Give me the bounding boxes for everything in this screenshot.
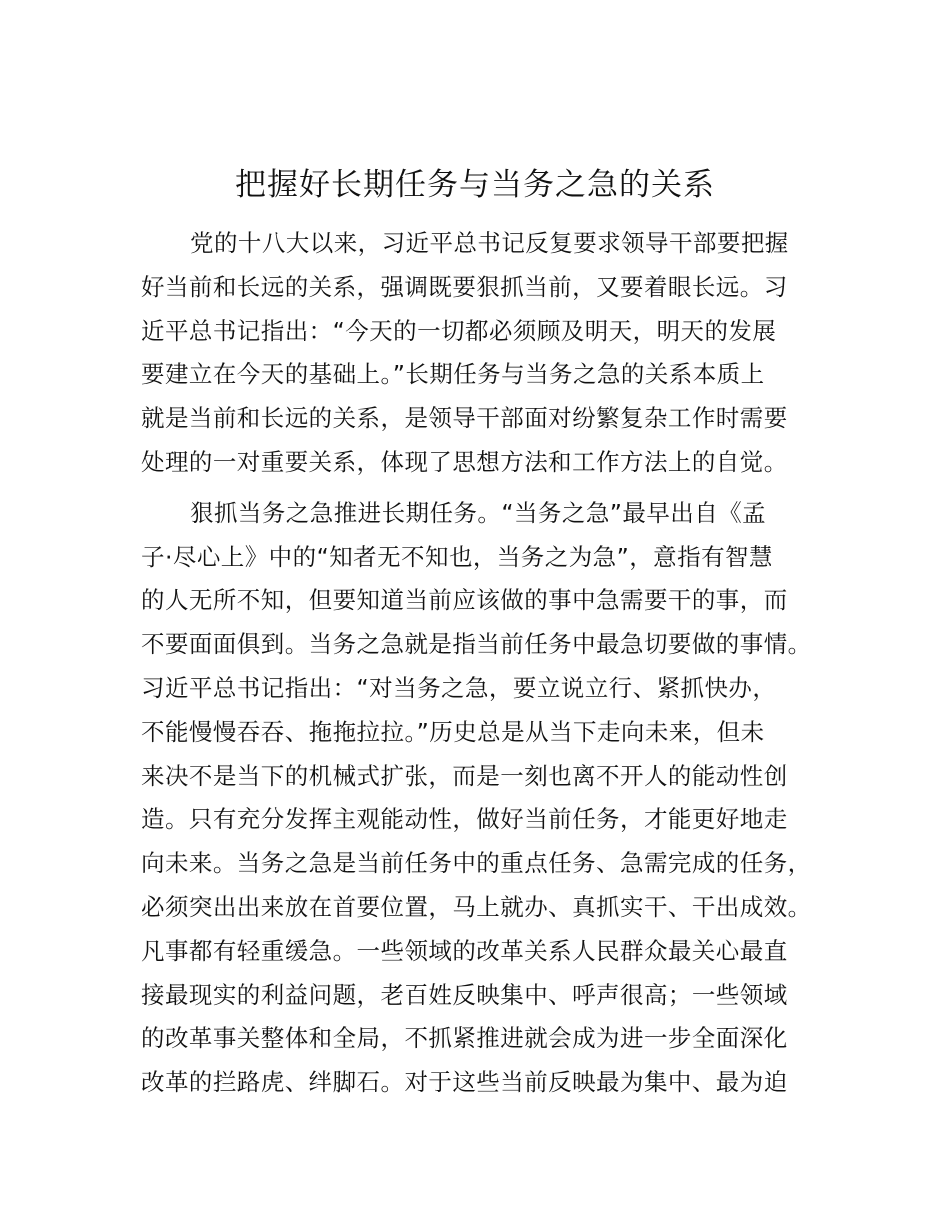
paragraph-line: 的改革事关整体和全局，不抓紧推进就会成为进一步全面深化	[141, 1024, 788, 1053]
paragraph-line: 好当前和长远的关系，强调既要狠抓当前，又要着眼长远。习	[141, 272, 788, 301]
paragraph-line: 近平总书记指出：“今天的一切都必须顾及明天，明天的发展	[141, 316, 777, 345]
paragraph-line: 子·尽心上》中的“知者无不知也，当务之为急”，意指有智慧	[141, 542, 773, 571]
paragraph-line: 的人无所不知，但要知道当前应该做的事中急需要干的事，而	[141, 586, 788, 615]
paragraph-line: 凡事都有轻重缓急。一些领域的改革关系人民群众最关心最直	[141, 936, 788, 965]
paragraph-line: 来决不是当下的机械式扩张，而是一刻也离不开人的能动性创	[141, 761, 788, 790]
paragraph-line: 狠抓当务之急推进长期任务。“当务之急”最早出自《孟	[190, 498, 767, 527]
paragraph-1	[141, 222, 831, 485]
paragraph-spacer	[141, 485, 831, 492]
paragraph-line: 造。只有充分发挥主观能动性，做好当前任务，才能更好地走	[141, 805, 788, 834]
document-body	[141, 222, 831, 1105]
paragraph-line: 不要面面俱到。当务之急就是指当前任务中最急切要做的事情。	[141, 630, 812, 659]
paragraph-line: 党的十八大以来，习近平总书记反复要求领导干部要把握	[190, 229, 789, 257]
paragraph-line: 习近平总书记指出：“对当务之急，要立说立行、紧抓快办，	[141, 673, 777, 702]
paragraph-line: 处理的一对重要关系，体现了思想方法和工作方法上的自觉。	[141, 447, 788, 476]
document-title: 把握好长期任务与当务之急的关系	[235, 167, 715, 203]
paragraph-line: 就是当前和长远的关系，是领导干部面对纷繁复杂工作时需要	[141, 404, 788, 433]
paragraph-2	[141, 492, 831, 1105]
paragraph-line: 要建立在今天的基础上。”长期任务与当务之急的关系本质上	[141, 360, 765, 389]
paragraph-line: 必须突出出来放在首要位置，马上就办、真抓实干、干出成效。	[141, 892, 812, 921]
paragraph-line: 接最现实的利益问题，老百姓反映集中、呼声很高；一些领域	[141, 980, 788, 1009]
paragraph-line: 改革的拦路虎、绊脚石。对于这些当前反映最为集中、最为迫	[141, 1068, 788, 1097]
paragraph-line: 不能慢慢吞吞、拖拖拉拉。”历史总是从当下走向未来，但未	[141, 717, 765, 746]
paragraph-line: 向未来。当务之急是当前任务中的重点任务、急需完成的任务，	[141, 849, 812, 878]
